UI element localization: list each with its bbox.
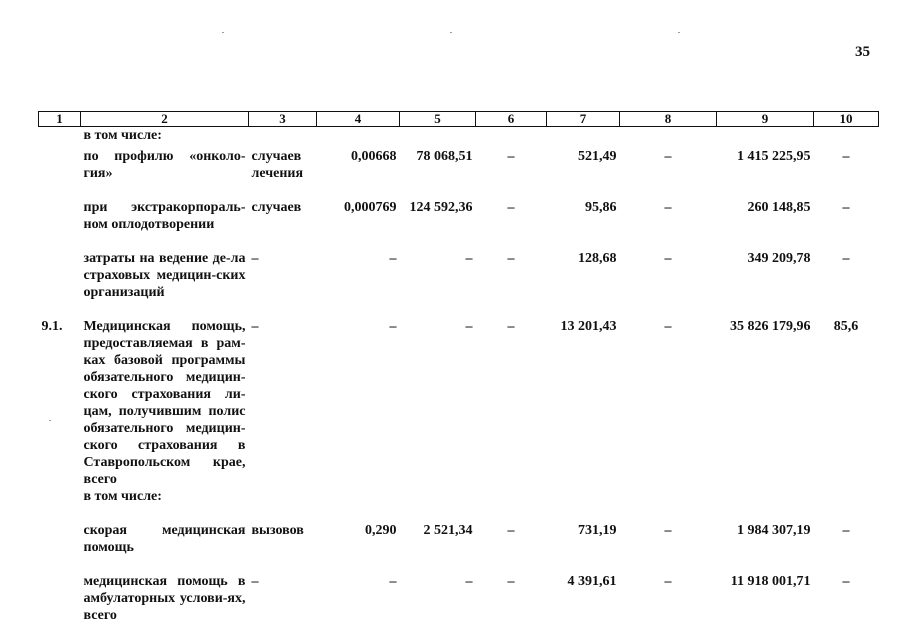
table-cell-c1	[39, 250, 81, 318]
table-cell-c4: –	[389, 319, 397, 334]
table-cell-c8	[620, 127, 717, 149]
table-cell-c5: 2 521,34	[423, 523, 473, 538]
table-cell-c9: 260 148,85	[747, 200, 811, 215]
table-cell-c4: 0,000769	[344, 200, 397, 215]
table-cell-c1	[39, 573, 81, 624]
column-header-2: 2	[81, 112, 249, 127]
table-cell-c9: 1 984 307,19	[737, 523, 811, 538]
table-cell-c3: –	[251, 251, 259, 266]
table-cell-c9: 1 415 225,95	[737, 149, 811, 164]
table-cell-c9: 349 209,78	[747, 251, 811, 266]
column-header-6: 6	[476, 112, 547, 127]
table-row	[39, 522, 879, 573]
table-cell-c5: –	[465, 251, 473, 266]
table-cell-c3	[249, 127, 317, 149]
table-cell-c8: –	[664, 200, 672, 215]
table-cell-c1	[39, 127, 81, 149]
table-cell-c4: –	[389, 574, 397, 589]
table-cell-c10: –	[842, 523, 850, 538]
table-cell-c3: вызовов	[251, 523, 304, 538]
column-number-header-row	[39, 112, 879, 127]
table-cell-c7: 95,86	[585, 200, 617, 215]
table-cell-c8: –	[664, 523, 672, 538]
table-cell-c3: случаев	[251, 200, 302, 215]
table-row	[39, 573, 879, 624]
table-cell-c10	[814, 488, 879, 522]
table-cell-c8	[620, 488, 717, 522]
table-cell-c7: 13 201,43	[560, 319, 617, 334]
table-cell-c6: –	[507, 523, 515, 538]
table-cell-c10: –	[842, 574, 850, 589]
table-row	[39, 250, 879, 318]
table-cell-c7: 521,49	[578, 149, 617, 164]
table-cell-c5: 78 068,51	[416, 149, 473, 164]
table-body	[39, 127, 879, 625]
column-header-10: 10	[814, 112, 879, 127]
page-number: 35	[855, 44, 870, 60]
table-cell-c8: –	[664, 149, 672, 164]
table-cell-c2: в том числе:	[83, 489, 162, 504]
table-cell-c9	[717, 127, 814, 149]
table-cell-c4	[317, 127, 400, 149]
table-cell-c10: 85,6	[833, 319, 859, 334]
table-cell-c2: по профилю «онколо-гия»	[83, 149, 246, 181]
table-cell-c4	[317, 488, 400, 522]
table-cell-c7	[547, 127, 620, 149]
table-cell-c2: в том числе:	[83, 128, 162, 143]
table-cell-c9: 35 826 179,96	[730, 319, 811, 334]
column-header-8: 8	[620, 112, 717, 127]
table-cell-c7: 731,19	[578, 523, 617, 538]
table-cell-c3: –	[251, 319, 259, 334]
table-cell-c1	[39, 488, 81, 522]
table-cell-c2: Медицинская помощь, предоставляемая в рам-ках базовой программы обязательного медицин-ского страхования ли-цам, получившим полис обязательного медицин-ского страхования в Ставропольском крае, всего	[83, 319, 246, 487]
table-row	[39, 127, 879, 149]
table-cell-c1	[39, 148, 81, 199]
table-cell-c9	[717, 488, 814, 522]
table-cell-c8: –	[664, 319, 672, 334]
scan-speck	[450, 32, 452, 33]
table-cell-c3: случаев лечения	[251, 149, 304, 181]
table-cell-c8: –	[664, 574, 672, 589]
table-cell-c2: при экстракорпораль-ном оплодотворении	[83, 200, 246, 232]
table-cell-c1	[39, 522, 81, 573]
table-row	[39, 488, 879, 522]
table-cell-c6: –	[507, 149, 515, 164]
table-cell-c6: –	[507, 319, 515, 334]
table-cell-c7: 4 391,61	[567, 574, 617, 589]
financing-table	[38, 111, 879, 624]
table-cell-c9: 11 918 001,71	[730, 574, 811, 589]
table-cell-c4: 0,00668	[351, 149, 397, 164]
table-cell-c8: –	[664, 251, 672, 266]
column-header-3: 3	[249, 112, 317, 127]
table-cell-c4: –	[389, 251, 397, 266]
table-cell-c6	[476, 127, 547, 149]
column-header-1: 1	[39, 112, 81, 127]
table-row	[39, 199, 879, 250]
table-cell-c5: 124 592,36	[409, 200, 473, 215]
table-cell-c2: затраты на ведение де-ла страховых медицин-ских организаций	[83, 251, 246, 300]
scan-speck	[678, 32, 680, 33]
scan-speck	[222, 32, 224, 33]
column-header-7: 7	[547, 112, 620, 127]
table-row	[39, 148, 879, 199]
table-cell-c10: –	[842, 251, 850, 266]
table-cell-c7	[547, 488, 620, 522]
table-cell-c6: –	[507, 200, 515, 215]
table-cell-c2: скорая медицинская помощь	[83, 523, 246, 555]
table-cell-c3	[249, 488, 317, 522]
table-cell-c2: медицинская помощь в амбулаторных услови-ях, всего	[83, 574, 246, 623]
table-cell-c4: 0,290	[365, 523, 397, 538]
table-cell-c5: –	[465, 574, 473, 589]
table-cell-c1	[39, 199, 81, 250]
column-header-4: 4	[317, 112, 400, 127]
table-cell-c6: –	[507, 251, 515, 266]
table-cell-c5	[400, 127, 476, 149]
table-cell-c3: –	[251, 574, 259, 589]
table-cell-c5	[400, 488, 476, 522]
column-header-9: 9	[717, 112, 814, 127]
table-cell-c6: –	[507, 574, 515, 589]
table-row	[39, 318, 879, 488]
table-cell-c7: 128,68	[578, 251, 617, 266]
table-cell-c1: 9.1.	[41, 319, 63, 334]
table-cell-c5: –	[465, 319, 473, 334]
table-cell-c10: –	[842, 200, 850, 215]
table-cell-c10	[814, 127, 879, 149]
table-cell-c10: –	[842, 149, 850, 164]
column-header-5: 5	[400, 112, 476, 127]
table-cell-c6	[476, 488, 547, 522]
